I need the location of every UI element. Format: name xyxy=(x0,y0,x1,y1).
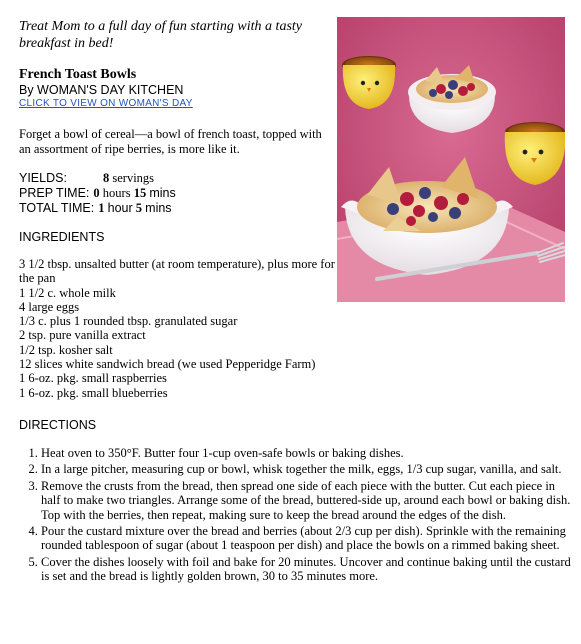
ingredient-item: 1 1/2 c. whole milk xyxy=(19,285,116,300)
total-mins-unit: mins xyxy=(145,201,172,215)
prep-mins-unit: mins xyxy=(149,186,176,200)
recipe-description: Forget a bowl of cereal—a bowl of french toast, topped with an assortment of ripe berries, is more like it. xyxy=(19,127,322,156)
recipe-byline: By WOMAN'S DAY KITCHEN xyxy=(19,83,184,97)
total-time-row xyxy=(19,201,172,216)
ingredient-item: 2 tsp. pure vanilla extract xyxy=(19,328,146,343)
yields-label: YIELDS: xyxy=(19,171,67,185)
prep-mins-value: 15 xyxy=(133,186,147,200)
direction-step: 1. Heat oven to 350°F. Butter four 1-cup oven-safe bowls or baking dishes. xyxy=(41,446,573,460)
ingredients-heading: INGREDIENTS xyxy=(19,230,105,244)
ingredients-list xyxy=(19,257,339,400)
ingredient-item: 1 6-oz. pkg. small raspberries xyxy=(19,371,167,386)
direction-step: 5. Cover the dishes loosely with foil and bake for 20 minutes. Uncover and continue baking until the custard is set and the bread is lightly golden brown, 30 to 35 minutes more. xyxy=(41,555,573,584)
yields-value: 8 xyxy=(103,171,110,185)
ingredient-item: 4 large eggs xyxy=(19,299,80,314)
ingredient-item: 1/3 c. plus 1 rounded tbsp. granulated sugar xyxy=(19,314,238,329)
prep-hours-unit: hours xyxy=(102,186,131,200)
yields-row xyxy=(19,171,154,186)
prep-hours-value: 0 xyxy=(93,186,100,200)
yields-unit: servings xyxy=(112,171,155,185)
ingredient-item: 1/2 tsp. kosher salt xyxy=(19,342,113,357)
total-time-label: TOTAL TIME: xyxy=(19,201,95,215)
directions-heading: DIRECTIONS xyxy=(19,418,97,432)
total-mins-value: 5 xyxy=(135,201,143,215)
ingredient-item: 1 6-oz. pkg. small blueberries xyxy=(19,385,168,400)
prep-time-row xyxy=(19,186,176,201)
direction-step: 4. Pour the custard mixture over the bread and berries (about 2/3 cup per dish). Sprinkle with the remaining rounded tablespoon of sugar (about 1 teaspoon per dish) and place the bowls on a rimmed baking sheet. xyxy=(41,524,573,553)
ingredient-item: 12 slices white sandwich bread (we used Pepperidge Farm) xyxy=(19,357,316,372)
ingredient-item: 3 1/2 tbsp. unsalted butter (at room temperature), plus more for the pan xyxy=(19,257,335,286)
recipe-title: French Toast Bowls xyxy=(19,67,137,82)
intro-text: Treat Mom to a full day of fun starting with a tasty breakfast in bed! xyxy=(19,19,302,51)
view-source-link[interactable]: CLICK TO VIEW ON WOMAN'S DAY xyxy=(19,98,193,109)
direction-step: 3. Remove the crusts from the bread, then spread one side of each piece with the butter. Cut each piece in half to make two triangles. Arrange some of the bread, buttered-side up, around each bowl or baking dish. Top with the berries, then repeat, making sure to keep the bread around the edges of the dish. xyxy=(41,479,573,522)
prep-time-label: PREP TIME: xyxy=(19,186,90,200)
directions-list xyxy=(17,446,573,586)
recipe-photo xyxy=(337,17,565,302)
total-hours-value: 1 xyxy=(98,201,105,215)
total-hours-unit: hour xyxy=(107,201,133,215)
direction-step: 2. In a large pitcher, measuring cup or bowl, whisk together the milk, eggs, 1/3 cup sugar, vanilla, and salt. xyxy=(41,462,573,476)
